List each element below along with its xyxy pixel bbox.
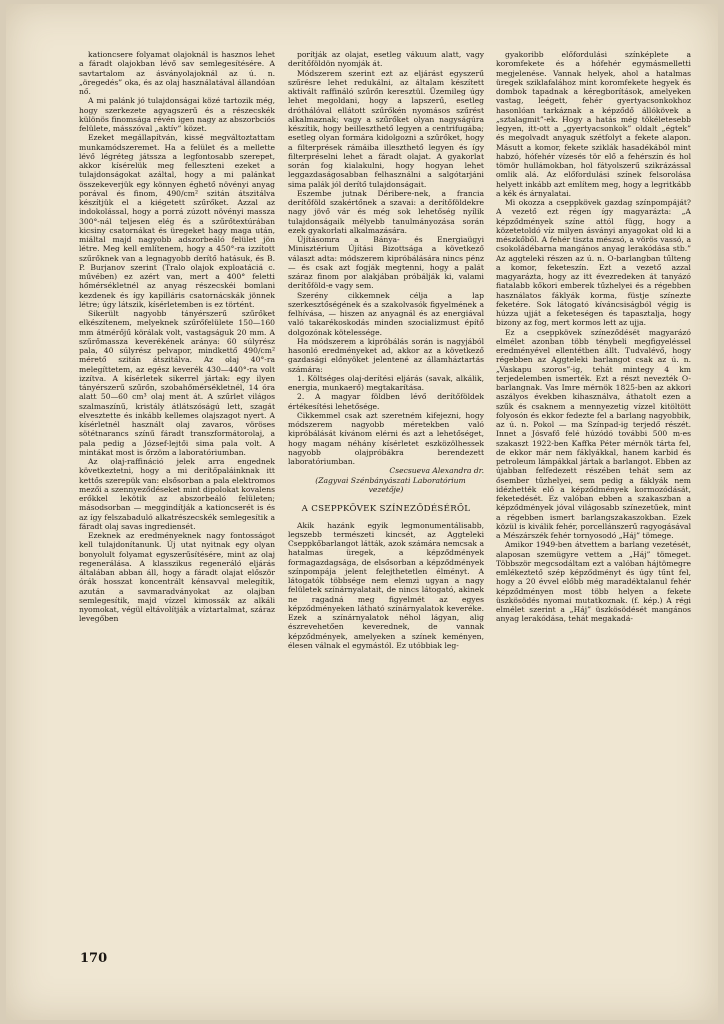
text-column-right	[496, 50, 691, 958]
paragraph: Akik hazánk egyik legmonumentálisabb, legszebb természeti kincsét, az Aggteleki Cseppkőbarlangot látták, azok számára nemcsak a hatalmas üregek, a képződmények formagazdagsága, de elsősorban a képződmények színpompája jelent felejthetetlen élményt. A látogatók többsége nem elemzi ugyan a nagy felületek színárnyalatait, de nincs látogató, akinek ne ragadná meg figyelmét az egyes képződményeken látható színárnyalatok keveréke. Ezek a színárnyalatok néhol lágyan, alig észrevehetően keverednek, de vannak képződmények, amelyeken a színek keményen, élesen válnak el egymástól. Ez utóbbiak leg-	[288, 520, 484, 650]
paragraph: Az olaj-raffináció jelek arra engednek következtetni, hogy a mi derítőpaláinknak itt kettős szerepük van: elsősorban a pala elektromos mezői a szennyeződéseket mint dipolokat kovalens erőkkel lekötik az abszorbeáló felületen; másodsorban — meggindítják a kationcserét is és az így felszabaduló alkatrészecskék semlegesítik a fáradt olaj savas ingrediensét.	[79, 457, 275, 531]
article-heading: A CSEPPKÖVEK SZÍNEZŐDÉSÉRŐL	[301, 504, 471, 514]
paragraph: Szerény cikkemnek célja a lap szerkesztőségének és a szakolvasók figyelmének a felhívása, — hiszen az anyagnál és az energiával való takarékoskodás minden szocializmust építő dolgozónak kötelessége.	[288, 290, 484, 337]
paragraph: porítják az olajat, esetleg vákuum alatt, vagy derítőföldön nyomják át.	[288, 50, 484, 69]
paragraph: A mi palánk jó tulajdonságai közé tartozik még, hogy szerkezete agyagszerű és a részecskék különös finomsága révén igen nagy az abszorbciós felülete, másszóval „aktív” közet.	[79, 96, 275, 133]
paragraph: Ezeknek az eredményeknek nagy fontosságot kell tulajdonítanunk. Új utat nyitnak egy olyan bonyolult folyamat egyszerűsítésére, mint az olaj regenerálása. A klasszikus regeneráló eljárás általában abban áll, hogy a fáradt olajat először órák hosszat koncentrált kénsavval melegítik, azután a savmaradványokat az olajban semlegesítik, majd vízzel kimossák az alkáli nyomokat, végül eltávolítják a víztartalmat, száraz levegőben	[79, 531, 275, 624]
paragraph: Módszerem szerint ezt az eljárást egyszerű szűrésre lehet redukálni, az általam készített aktivált raffináló szűrőn keresztül. Üzemileg úgy lehet megoldani, hogy a lapszerű, esetleg dróthálóval ellátott szűrőkén nyomásos szűrést alkalmaznak; vagy a szűrőket olyan nagyságúra készítik, hogy beilleszthető legyen a centrifugába; esetleg olyan formára kidolgozni a szűrőket, hogy a filterprések rámáiba illeszthető legyen és így filterpréselni lehet a fáradt olajat. A gyakorlat során fog kialakulni, hogy hogyan lehet leggazdaságosabban felhasználni a salgótarjáni sima palák jól derítő tulajdonságait.	[288, 68, 484, 189]
paragraph: Eszembe jutnak Déribere-nek, a francia derítőföld szakértőnek a szavai: a derítőföldekre nagy jövő vár és még sok lehetőség nyílik tulajdonságaik mélyebb tanulmányozása során ezek gyakorlati alkalmazására.	[288, 188, 484, 235]
paragraph: Újításomra a Bánya- és Energiaügyi Minisztérium Újítási Bizottsága a következő választ adta: módszerem kipróbálására nincs pénz — és csak azt fogják megtenni, hogy a palát száraz finom por alakjában próbálják ki, valami derítőföld-e vagy sem.	[288, 235, 484, 291]
author-signature: Csecsueva Alexandra dr.	[389, 466, 484, 476]
paragraph: Cikkemmel csak azt szeretném kifejezni, hogy módszerem nagyobb méretekben való kipróbálását kívánom elérni és azt a lehetőséget, hogy magam néhány kísérletet eszközölhessek nagyobb olajpróbákra berendezett laboratóriumban.	[288, 410, 484, 466]
paragraph: Mi okozza a cseppkövek gazdag színpompáját? A vezető ezt régen így magyarázta: „A képződmények színe attól függ, hogy a közetetoldó víz milyen ásványi anyagokat old ki a mészkőből. A fehér tiszta mészsó, a vörös vassó, a csokoládébarna mangános anyag lerakódása stb.” Az aggteleki részen az ú. n. O-barlangban tűlteng a komor, feketeszín. Ezt a vezető azzal magyarázta, hogy az itt évezredeken át tanyázó fiatalabb kőkori emberek tűzhelyei és a régebben használatos fáklyák korma, füstje színezte feketére. Sok látogató kíváncsiságból végig is húzza ujját a feketeségen és tapasztalja, hogy bizony az fog, mert kormos lett az ujja.	[496, 198, 691, 328]
paragraph: 2. A magyar földben lévő derítőföldek értékesítési lehetősége.	[288, 392, 484, 411]
author-affiliation: (Zagyvai Szénbányászati Laboratórium vezetője)	[315, 475, 466, 494]
magazine-page	[6, 4, 718, 1020]
paragraph: Ezeket megállapítván, kissé megváltoztattam munkamódszeremet. Ha a felület és a mellette lévő légréteg játssza a legfontosabb szerepet, akkor kísérelük meg felleszteni ezeket a tulajdonságokat azáltal, hogy a mi palánkat összekeverjük egy könnyen éghető növényi anyag porával és finom, 490/cm² szitán átszitálva készítjük el a kiégetett szűrőket. Azzal az indokolással, hogy a porrá zúzott növényi massza 300°-nál teljesen elég és a szűrőtextúrában kicsiny csatornákat és üregeket hagy maga után, miáltal majd nagyobb adszorbeáló felület jön létre. Meg kell említenem, hogy a 450°-ra izzított szűrőknek van a legnagyobb derítő hatásuk, és B. P. Burjanov szerint (Tralo olajok exploatáciá c. művében) ez azért van, mert a 400° feletti hőmérsékletnél az anyag részecskéi bomlani kezdenek és így kapilláris csatornácskák jönnek létre; úgy látszik, kísérletemben is ez történt.	[79, 133, 275, 309]
text-column-left	[79, 50, 275, 955]
paragraph: Ha módszerem a kipróbálás során is nagyjából hasonló eredményeket ad, akkor az a következő gazdasági előnyöket jelentené az államháztartás számára:	[288, 336, 484, 374]
paragraph: gyakoribb előfordulási színképlete a koromfekete és a hófehér egymásmelletti megjelenése. Vannak helyek, ahol a hatalmas üregek sziklafalához mint koromfekete hegyek és dombok tapadnak a kéregborítások, amelyeken vastag, leégett, fehér gyertyacsonkokhoz hasonlóan tarkáznak a képződő állókövek a „sztalagmit”-ek. Hogy a hatás még tökéletesebb legyen, itt-ott a „gyertyacsonkok” oldalt „égtek” és megolvadt anyaguk szétfolyt a fekete alapon. Másutt a komor, fekete sziklák hasadékából mint habzó, hófehér vízesés tör elő a fehérszín és hol tömör hullámokban, hol fátyolszerű szikrázással omlik alá. Az előfordulási színek felsorolása helyett inkább azt említem meg, hogy a legritkább a kék és árnyalatai.	[496, 50, 691, 198]
paragraph: kationcsere folyamat olajoknál is hasznos lehet a fáradt olajokban lévő sav semlegesítésére. A savtartalom az ásványolajoknál az ú. n. „öregedés” oka, és az olaj használatával állandóan nő.	[79, 50, 275, 96]
page-number: 170	[80, 951, 108, 966]
paragraph: Ez a cseppkövek színeződését magyarázó elmélet azonban több ténybeli megfigyeléssel eredményével ellentétben állt. Tudvalévő, hogy régebben az Aggteleki barlangot csak az ú. n. „Vaskapu szoros”-ig, tehát mintegy 4 km terjedelemben ismerték. Ezt a részt nevezték O-barlangnak. Vas Imre mérnök 1825-ben az akkori aszályos években kihasználva, áthatolt ezen a szűk és csaknem a mennyezetig vízzel kitöltött folyosón és ekkor fedezte fel a barlang nagyobbik, az ú. n. Pokol — ma Színpad-ig terjedő részét. Innet a Jósvafő felé húzódó további 500 m-es szakaszt 1922-ben Kaffka Péter mérnök tárta fel, de ekkor már nem fáklyákkal, hanem karbid és petroleum lámpákkal jártak a barlangot. Ebben az újabban felfedezett részében tehát sem az ősember tűzhelyei, sem pedig a fáklyák nem idézhették elő a képződmények kormozódását, feketedését. Ez valóban ebben a szakaszban a képződmények jóval világosabb színezetűek, mint a régebben ismert barlangszakaszokban. Ezek közül is kiválik fehér, porcellánszerű ragyogásával a Mészárszék fehér tornyosodó „Háj” tömege.	[496, 327, 691, 540]
text-column-middle	[288, 50, 484, 956]
paragraph: Sikerült nagyobb tányérszerű szűrőket elkészítenem, melyeknek szűrőfelülete 150—160 mm átmérőjű körálak volt, vastagságuk 20 mm. A szűrőmassza keverékének aránya: 60 súlyrész pala, 40 súlyrész pelvapor, mindkettő 490/cm² mérető szitán átszitálva. Az olaj 40°-ra melegíttetem, az egész keverék 430—440°-ra volt izzítva. A kísérletek sikerrel jártak: egy ilyen tányérszerű szűrőn, szobahőmérsékletnél, 14 óra alatt 50—60 cm³ olaj ment át. A szűrlet világos szalmaszínű, kristály átlátszóságú lett, szagát elvesztette és inkább kellemes olajszagot nyert. A kísérletnél használt olaj zavaros, vöröses sötétnarancs színű fáradt transzformátorolaj, a pala pedig a József-lejtői sima pala volt. A mintákat most is őrzöm a laboratóriumban.	[79, 309, 275, 457]
paragraph: Amikor 1949-ben átvettem a barlang vezetését, alaposan szemügyre vettem a „Háj” tömeget. Többször megcsodáltam ezt a valóban hájtömegre emlékeztető szép képződményt és úgy tűnt fel, hogy a 20 évvel előbb még maradéktalanul fehér képződményen most több helyen a fekete üszkösödés nyomai mutatkoznak. (f. kép.) A régi elmélet szerint a „Háj” üszkösödését mangános anyag lerakódása, tehát megakadá-	[496, 540, 691, 624]
paragraph: 1. Költséges olaj-derítési eljárás (savak, alkálik, energia, munkaerő) megtakarítása.	[288, 373, 484, 392]
